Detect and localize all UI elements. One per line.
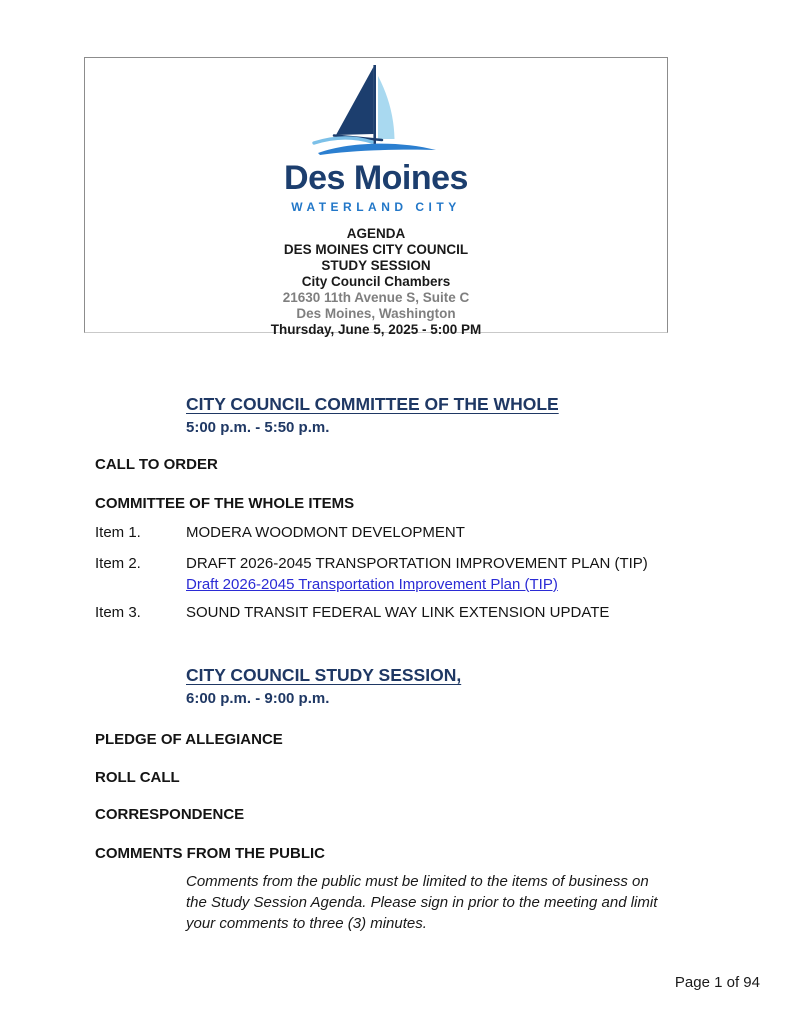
item-1-title: MODERA WOODMONT DEVELOPMENT bbox=[186, 524, 465, 541]
pledge-of-allegiance-heading: PLEDGE OF ALLEGIANCE bbox=[95, 731, 283, 748]
item-3-title: SOUND TRANSIT FEDERAL WAY LINK EXTENSION UPDATE bbox=[186, 604, 610, 621]
committee-section-title: CITY COUNCIL COMMITTEE OF THE WHOLE bbox=[186, 394, 559, 414]
study-session-section-header bbox=[186, 665, 461, 708]
study-session-title: CITY COUNCIL STUDY SESSION, bbox=[186, 665, 462, 685]
committee-items-heading: COMMITTEE OF THE WHOLE ITEMS bbox=[95, 495, 355, 512]
item-2-label: Item 2. bbox=[95, 555, 141, 572]
doc-type-line: AGENDA bbox=[346, 226, 406, 241]
address-line-2: Des Moines, Washington bbox=[296, 306, 456, 321]
call-to-order-heading: CALL TO ORDER bbox=[95, 456, 218, 473]
agenda-item-row bbox=[95, 524, 465, 542]
item-2-title: DRAFT 2026-2045 TRANSPORTATION IMPROVEMENT PLAN (TIP) bbox=[186, 555, 648, 572]
meeting-type-line: STUDY SESSION bbox=[321, 258, 431, 273]
agenda-item-row bbox=[95, 555, 648, 573]
item-3-label: Item 3. bbox=[95, 604, 141, 621]
agenda-header-box bbox=[84, 57, 668, 337]
page-number-indicator: Page 1 of 94 bbox=[674, 974, 760, 991]
correspondence-heading: CORRESPONDENCE bbox=[95, 806, 245, 823]
roll-call-heading: ROLL CALL bbox=[95, 769, 180, 786]
agenda-item-row bbox=[95, 604, 609, 622]
city-logo-tagline: WATERLAND CITY bbox=[291, 200, 461, 214]
public-comment-note: Comments from the public must be limited to the items of business on the Study Session Agenda. Please sign in prior to the meeting and limit your comments to three (3) minutes. bbox=[186, 873, 658, 932]
location-line: City Council Chambers bbox=[301, 274, 451, 289]
meeting-info-block bbox=[85, 226, 667, 338]
council-name-line: DES MOINES CITY COUNCIL bbox=[283, 242, 469, 257]
study-session-time: 6:00 p.m. - 9:00 p.m. bbox=[186, 690, 330, 707]
item-2-attachment-link[interactable]: Draft 2026-2045 Transportation Improvement Plan (TIP) bbox=[186, 576, 558, 593]
datetime-line: Thursday, June 5, 2025 - 5:00 PM bbox=[270, 322, 482, 337]
address-line-1: 21630 11th Avenue S, Suite C bbox=[282, 290, 470, 305]
comments-from-public-heading: COMMENTS FROM THE PUBLIC bbox=[95, 845, 325, 862]
city-logo-wordmark: Des Moines bbox=[284, 159, 468, 197]
committee-section-time: 5:00 p.m. - 5:50 p.m. bbox=[186, 419, 330, 436]
sailboat-icon bbox=[296, 61, 456, 165]
item-1-label: Item 1. bbox=[95, 524, 141, 541]
committee-section-header bbox=[186, 394, 559, 437]
agenda-item-link-row bbox=[186, 576, 558, 594]
